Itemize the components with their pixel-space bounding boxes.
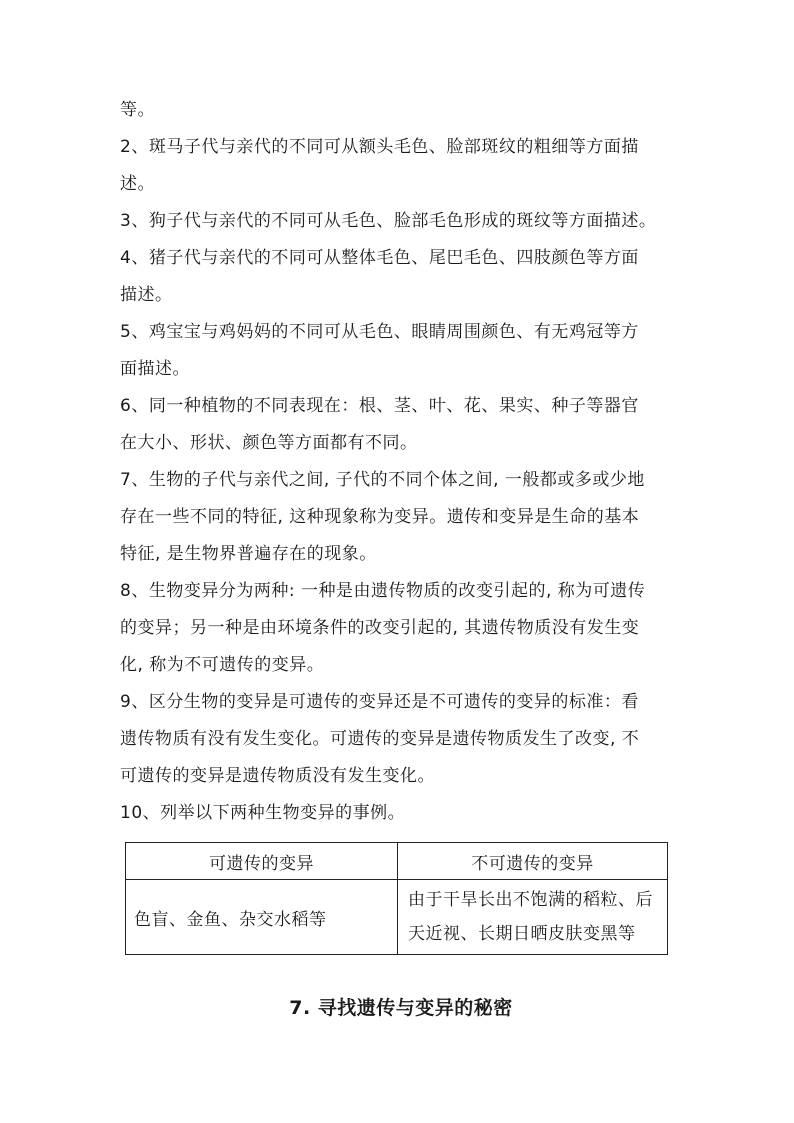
header-non-heritable: 不可遗传的变异 (398, 843, 668, 880)
header-heritable: 可遗传的变异 (126, 843, 398, 880)
paragraph-10-line-1: 10、列举以下两种生物变异的事例。 (120, 803, 406, 823)
paragraph-2-line-2: 述。 (120, 174, 155, 194)
table-row (126, 880, 668, 955)
cell-non-heritable-examples (398, 880, 668, 955)
paragraph-4-line-2: 描述。 (120, 285, 173, 305)
paragraph-3-line-1: 3、狗子代与亲代的不同可从毛色、脸部毛色形成的斑纹等方面描述。 (120, 211, 657, 231)
paragraph-8-line-2: 的变异；另一种是由环境条件的改变引起的, 其遗传物质没有发生变 (120, 618, 640, 638)
paragraph-6-line-2: 在大小、形状、颜色等方面都有不同。 (120, 433, 418, 453)
cell-non-heritable-line-2: 天近视、长期日晒皮肤变黑等 (408, 924, 636, 944)
paragraph-9-line-2: 遗传物质有没有发生变化。可遗传的变异是遗传物质发生了改变, 不 (120, 729, 640, 749)
paragraph-9-line-1: 9、区分生物的变异是可遗传的变异还是不可遗传的变异的标准：看 (120, 692, 639, 712)
paragraph-5-line-2: 面描述。 (120, 359, 190, 379)
section-title: 7. 寻找遗传与变异的秘密 (289, 997, 513, 1019)
paragraph-2-line-1: 2、斑马子代与亲代的不同可从额头毛色、脸部斑纹的粗细等方面描 (120, 137, 639, 157)
cell-heritable-examples: 色盲、金鱼、杂交水稻等 (126, 880, 398, 955)
paragraph-7-line-3: 特征, 是生物界普遍存在的现象。 (120, 544, 377, 564)
paragraph-5-line-1: 5、鸡宝宝与鸡妈妈的不同可从毛色、眼睛周围颜色、有无鸡冠等方 (120, 322, 639, 342)
cell-non-heritable-line-1: 由于干旱长出不饱满的稻粒、后 (408, 890, 653, 910)
paragraph-8-line-3: 化, 称为不可遗传的变异。 (120, 655, 325, 675)
document-page (120, 92, 676, 1020)
table-header-row (126, 843, 668, 880)
variation-table (125, 842, 668, 955)
paragraph-7-line-2: 存在一些不同的特征, 这种现象称为变异。遗传和变异是生命的基本 (120, 507, 640, 527)
paragraph-4-line-1: 4、猪子代与亲代的不同可从整体毛色、尾巴毛色、四肢颜色等方面 (120, 248, 639, 268)
paragraph-7-line-1: 7、生物的子代与亲代之间, 子代的不同个体之间, 一般都或多或少地 (120, 470, 645, 490)
paragraph-9-line-3: 可遗传的变异是遗传物质没有发生变化。 (120, 766, 435, 786)
paragraph-list (120, 92, 676, 832)
paragraph-8-line-1: 8、生物变异分为两种: 一种是由遗传物质的改变引起的, 称为可遗传 (120, 581, 646, 601)
paragraph-1-line-1: 等。 (120, 100, 155, 120)
paragraph-6-line-1: 6、同一种植物的不同表现在：根、茎、叶、花、果实、种子等器官 (120, 396, 639, 416)
